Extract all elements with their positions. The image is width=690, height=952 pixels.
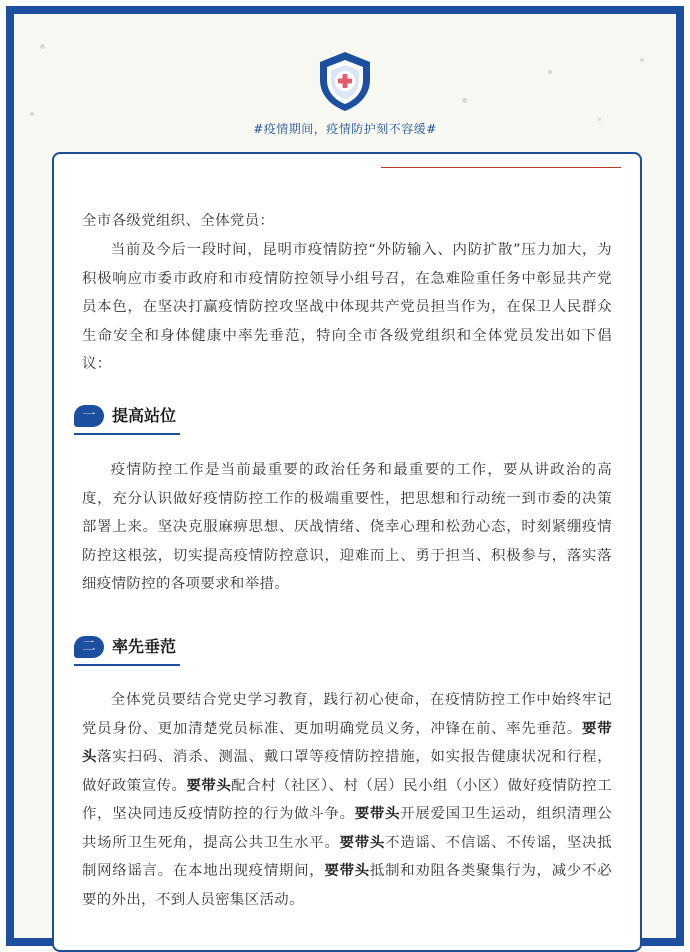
body-text: 开展爱国卫生运动，组织清理公共场所卫生死角，提高公共卫生水平。 <box>82 806 613 851</box>
background-speck <box>640 58 644 62</box>
background-speck <box>30 112 34 116</box>
emphasis-text: 要带头 <box>339 834 386 851</box>
salutation: 全市各级党组织、全体党员： <box>82 213 275 229</box>
body-text: 配合村（社区）、村（居）民小组（小区）做好疫情防控工作，坚决同违反疫情防控的行为做斗争。 <box>82 777 612 822</box>
body-text: 抵制和劝阻各类聚集行为，减少不必要的外出，不到人员密集区活动。 <box>82 863 613 908</box>
body-text: 落实扫码、消杀、测温、戴口罩等疫情防控措施，如实报告健康状况和行程，做好政策宣传。 <box>82 749 612 794</box>
title-divider <box>381 167 621 168</box>
section-body <box>82 686 612 914</box>
body-text: 不造谣、不信谣、不传谣，坚决抵制网络谣言。在本地出现疫情期间， <box>82 834 612 879</box>
section-number-badge: 二 <box>74 636 104 658</box>
emphasis-text: 要带头 <box>82 720 612 765</box>
background-speck <box>40 44 45 49</box>
emphasis-text: 要带头 <box>324 863 370 879</box>
intro-paragraph: 当前及今后一段时间，昆明市疫情防控“外防输入、内防扩散”压力加大，为积极响应市委市政府和市疫情防控领导小组号召，在急难险重任务中彰显共产党员本色，在坚决打赢疫情防控攻坚战中体现共产党员担当作为，在保卫人民群众生命安全和身体健康中率先垂范，特向全市各级党组织和全体党员发出如下倡议： <box>82 242 612 372</box>
page-tagline: #疫情期间，疫情防护刻不容缓# <box>253 122 437 136</box>
section-number-badge: 一 <box>74 405 104 427</box>
section-title: 率先垂范 <box>112 637 177 656</box>
shield-medical-cross-icon <box>312 48 378 114</box>
section-heading <box>74 403 180 437</box>
body-text: 全体党员要结合党史学习教育，践行初心使命，在疫情防控工作中始终牢记党员身份、更加清楚党员标准、更加明确党员义务，冲锋在前、率先垂范。 <box>82 692 612 737</box>
emphasis-text: 要带头 <box>186 777 232 794</box>
section-underline <box>74 664 180 666</box>
background-speck <box>548 70 552 74</box>
section-heading <box>74 634 180 668</box>
section-underline <box>74 433 180 435</box>
emphasis-text: 要带头 <box>354 806 401 822</box>
background-speck <box>462 98 467 103</box>
section-body: 疫情防控工作是当前最重要的政治任务和最重要的工作，要从讲政治的高度，充分认识做好疫情防控工作的极端重要性，把思想和行动统一到市委的决策部署上来。坚决克服麻痹思想、厌战情绪、侥幸心理和松劲心态，时刻紧绷疫情防控这根弦，切实提高疫情防控意识，迎难而上、勇于担当、积极参与，落实落细疫情防控的各项要求和举措。 <box>82 462 612 592</box>
section-title: 提高站位 <box>112 406 177 425</box>
